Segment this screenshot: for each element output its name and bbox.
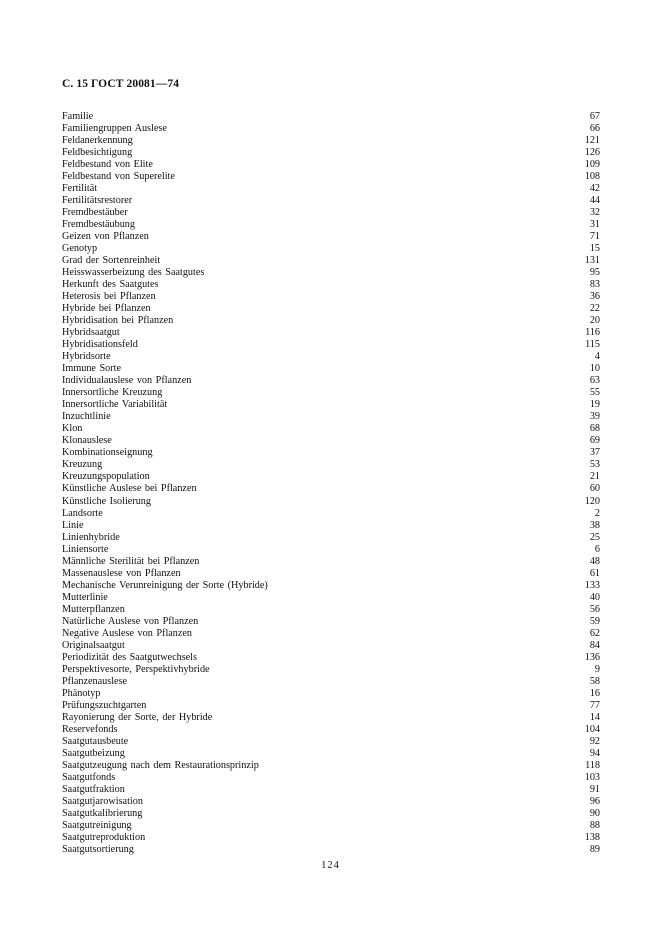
index-page-number: 63 — [589, 375, 600, 387]
index-entry — [62, 483, 600, 495]
index-entry — [62, 171, 600, 183]
index-page-number: 83 — [589, 279, 600, 291]
index-entry — [62, 784, 600, 796]
index-term: Feldbesichtigung — [62, 147, 133, 159]
index-page-number: 60 — [589, 483, 600, 495]
index-entry — [62, 195, 600, 207]
index-term: Kombinationseignung — [62, 447, 153, 459]
index-term: Periodizität des Saatgutwechsels — [62, 651, 197, 663]
index-term: Fertilitätsrestorer — [62, 195, 133, 207]
index-page-number: 104 — [584, 723, 600, 735]
index-term: Linienhybride — [62, 531, 120, 543]
index-page-number: 48 — [589, 555, 600, 567]
index-entry — [62, 447, 600, 459]
index-page-number: 53 — [589, 459, 600, 471]
index-term: Männliche Sterilität bei Pflanzen — [62, 555, 200, 567]
index-term: Klon — [62, 423, 83, 435]
index-entry — [62, 844, 600, 856]
index-entry — [62, 459, 600, 471]
index-page-number: 58 — [589, 675, 600, 687]
index-page-number: 55 — [589, 387, 600, 399]
index-page-number: 94 — [589, 747, 600, 759]
index-page-number: 118 — [585, 759, 600, 771]
index-entry — [62, 315, 600, 327]
index-page-number: 96 — [589, 795, 600, 807]
index-entry — [62, 423, 600, 435]
index-term: Familiengruppen Auslese — [62, 123, 167, 135]
index-entry — [62, 207, 600, 219]
index-page-number: 40 — [589, 591, 600, 603]
index-term: Kreuzung — [62, 459, 103, 471]
index-term: Herkunft des Saatgutes — [62, 279, 159, 291]
index-entry — [62, 147, 600, 159]
index-term: Saatgutkalibrierung — [62, 807, 143, 819]
index-entry — [62, 435, 600, 447]
index-term: Heterosis bei Pflanzen — [62, 291, 156, 303]
index-page-number: 36 — [589, 291, 600, 303]
index-entry — [62, 363, 600, 375]
index-page-number: 71 — [589, 231, 600, 243]
index-term: Saatgutjarowisation — [62, 795, 143, 807]
index-page-number: 4 — [594, 351, 600, 363]
index-page-number: 136 — [584, 651, 600, 663]
index-entry — [62, 159, 600, 171]
index-entry — [62, 700, 600, 712]
index-term: Familie — [62, 111, 94, 122]
index-entry — [62, 628, 600, 640]
index-page-number: 116 — [585, 327, 600, 339]
index-term: Saatgutreinigung — [62, 819, 132, 831]
index-entry — [62, 219, 600, 231]
index-entry — [62, 640, 600, 652]
index-entry — [62, 808, 600, 820]
index-page-number: 103 — [584, 771, 600, 783]
index-page-number: 95 — [589, 267, 600, 279]
index-page-number: 14 — [589, 711, 600, 723]
index-entry — [62, 520, 600, 532]
index-entry — [62, 820, 600, 832]
index-term: Saatgutausbeute — [62, 735, 129, 747]
index-term: Massenauslese von Pflanzen — [62, 567, 181, 579]
index-term: Innersortliche Variabilität — [62, 399, 168, 411]
index-term: Feldbestand von Superelite — [62, 171, 175, 183]
index-term: Feldbestand von Elite — [62, 159, 153, 171]
index-term: Individualauslese von Pflanzen — [62, 375, 192, 387]
index-entry — [62, 556, 600, 568]
index-entry — [62, 496, 600, 508]
index-term: Rayonierung der Sorte, der Hybride — [62, 711, 213, 723]
index-page-number: 91 — [589, 783, 600, 795]
index-entry — [62, 664, 600, 676]
index-term: Kreuzungspopulation — [62, 471, 150, 483]
index-page-number: 42 — [589, 183, 600, 195]
index-page-number: 56 — [589, 603, 600, 615]
index-entry — [62, 231, 600, 243]
page-number: 124 — [321, 860, 340, 871]
index-term: Genotyp — [62, 243, 98, 255]
index-term: Liniensorte — [62, 543, 109, 555]
index-page-number: 20 — [589, 315, 600, 327]
index-term: Mechanische Verunreinigung der Sorte (Hybride) — [62, 579, 268, 591]
index-term: Saatgutfraktion — [62, 783, 125, 795]
index-page-number: 138 — [584, 831, 600, 843]
index-page-number: 108 — [584, 171, 600, 183]
index-term: Mutterlinie — [62, 591, 108, 603]
index-page-number: 31 — [589, 219, 600, 231]
index-entry — [62, 327, 600, 339]
index-term: Künstliche Auslese bei Pflanzen — [62, 483, 197, 495]
index-page-number: 44 — [589, 195, 600, 207]
index-entry — [62, 267, 600, 279]
index-entry — [62, 760, 600, 772]
index-entry — [62, 652, 600, 664]
index-term: Innersortliche Kreuzung — [62, 387, 163, 399]
index-page-number: 38 — [589, 519, 600, 531]
index-page-number: 131 — [584, 255, 600, 267]
index-term: Saatgutzeugung nach dem Restaurationsprinzip — [62, 759, 259, 771]
index-page-number: 25 — [589, 531, 600, 543]
index-page-number: 115 — [585, 339, 600, 351]
index-term: Natürliche Auslese von Pflanzen — [62, 615, 199, 627]
index-page-number: 126 — [584, 147, 600, 159]
index-page-number: 6 — [594, 543, 600, 555]
index-term: Phänotyp — [62, 687, 101, 699]
index-term: Fertilität — [62, 183, 98, 195]
index-term: Saatgutbeizung — [62, 747, 125, 759]
index-term: Hybridsorte — [62, 351, 111, 363]
index-entry — [62, 604, 600, 616]
index-term: Mutterpflanzen — [62, 603, 125, 615]
index-entry — [62, 471, 600, 483]
index-page-number: 61 — [589, 567, 600, 579]
index-entry — [62, 676, 600, 688]
index-page-number: 19 — [589, 399, 600, 411]
index-page-number: 92 — [589, 735, 600, 747]
index-entry — [62, 544, 600, 556]
index-term: Künstliche Isolierung — [62, 495, 151, 507]
index-entry — [62, 135, 600, 147]
index-term: Hybridisationsfeld — [62, 339, 138, 351]
index-entry — [62, 796, 600, 808]
index-term: Landsorte — [62, 507, 103, 519]
index-entry — [62, 736, 600, 748]
index-page-number: 68 — [589, 423, 600, 435]
index-term: Fremdbestäuber — [62, 207, 128, 219]
index-page-number: 39 — [589, 411, 600, 423]
index-entry — [62, 123, 600, 135]
index-term: Inzuchtlinie — [62, 411, 111, 423]
index-entry — [62, 748, 600, 760]
page-header: С. 15 ГОСТ 20081—74 — [62, 78, 180, 90]
index-entry — [62, 183, 600, 195]
index-entry — [62, 832, 600, 844]
index-entry — [62, 568, 600, 580]
index-page-number: 90 — [589, 807, 600, 819]
index-term: Immune Sorte — [62, 363, 122, 375]
index-entry — [62, 592, 600, 604]
index-term: Originalsaatgut — [62, 639, 125, 651]
index-page-number: 2 — [594, 507, 600, 519]
index-entry — [62, 688, 600, 700]
index-term: Feldanerkennung — [62, 135, 133, 147]
index-term: Hybridisation bei Pflanzen — [62, 315, 174, 327]
index-entry — [62, 508, 600, 520]
index-page-number: 62 — [589, 627, 600, 639]
index-entry — [62, 712, 600, 724]
index-page-number: 133 — [584, 579, 600, 591]
index-page-number: 67 — [589, 111, 600, 122]
index-page-number: 21 — [589, 471, 600, 483]
index-page-number: 69 — [589, 435, 600, 447]
index-term: Saatgutsortierung — [62, 843, 134, 855]
index-page-number: 37 — [589, 447, 600, 459]
index-term: Negative Auslese von Pflanzen — [62, 627, 193, 639]
index-page-number: 84 — [589, 639, 600, 651]
index-term: Grad der Sortenreinheit — [62, 255, 161, 267]
index-term: Geizen von Pflanzen — [62, 231, 149, 243]
index-term: Prüfungszuchtgarten — [62, 699, 147, 711]
index-entry — [62, 351, 600, 363]
index-entry — [62, 339, 600, 351]
index-entry — [62, 279, 600, 291]
index-term: Perspektivesorte, Perspektivhybride — [62, 663, 210, 675]
index-entry — [62, 399, 600, 411]
index-term: Hybridsaatgut — [62, 327, 120, 339]
index-entry — [62, 724, 600, 736]
index-term: Fremdbestäubung — [62, 219, 135, 231]
index-page-number: 109 — [584, 159, 600, 171]
index-page-number: 121 — [584, 135, 600, 147]
index-term: Heisswasserbeizung des Saatgutes — [62, 267, 205, 279]
index-entry — [62, 772, 600, 784]
index-entry — [62, 303, 600, 315]
index-entry — [62, 243, 600, 255]
index-page-number: 89 — [589, 843, 600, 855]
index-entry — [62, 387, 600, 399]
index-entry — [62, 291, 600, 303]
index-page-number: 16 — [589, 687, 600, 699]
index-entry — [62, 411, 600, 423]
index-page-number: 10 — [589, 363, 600, 375]
index-page-number: 32 — [589, 207, 600, 219]
index-page-number: 88 — [589, 819, 600, 831]
index-entry — [62, 375, 600, 387]
index-entry — [62, 255, 600, 267]
index-term: Linie — [62, 519, 84, 531]
index-term: Pflanzenauslese — [62, 675, 128, 687]
index-term: Saatgutreproduktion — [62, 831, 146, 843]
index-entry — [62, 111, 600, 123]
index-entry — [62, 616, 600, 628]
index-page-number: 59 — [589, 615, 600, 627]
index-term: Saatgutfonds — [62, 771, 116, 783]
index-page-number: 120 — [584, 495, 600, 507]
index-entry — [62, 532, 600, 544]
index-term: Reservefonds — [62, 723, 118, 735]
index-page-number: 15 — [589, 243, 600, 255]
index-page-number: 77 — [589, 699, 600, 711]
index-entry — [62, 580, 600, 592]
index-list — [62, 111, 600, 856]
index-term: Hybride bei Pflanzen — [62, 303, 151, 315]
index-page-number: 66 — [589, 123, 600, 135]
index-page-number: 9 — [594, 663, 600, 675]
index-page-number: 22 — [589, 303, 600, 315]
index-term: Klonauslese — [62, 435, 112, 447]
